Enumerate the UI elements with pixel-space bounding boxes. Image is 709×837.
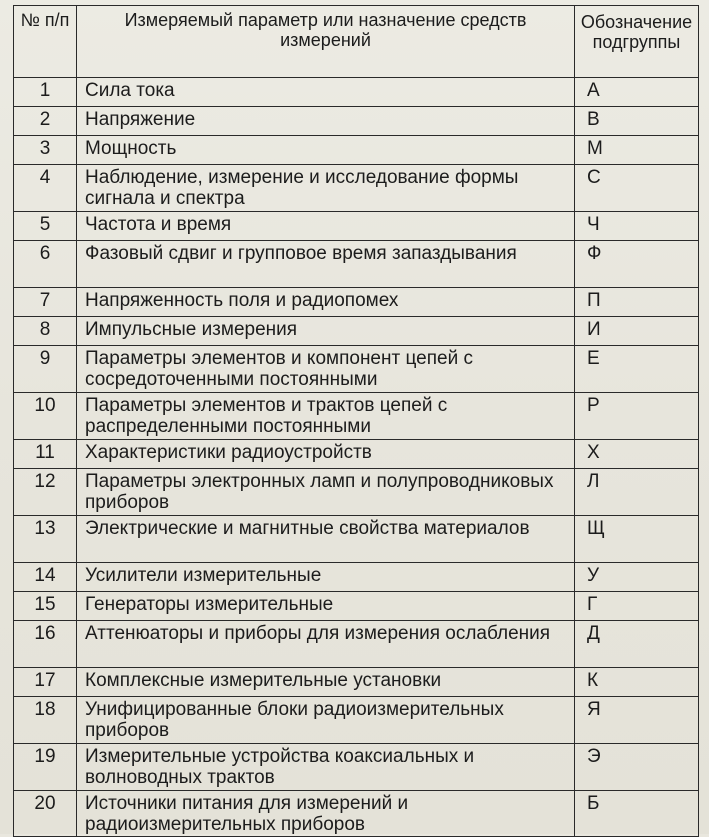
table-row xyxy=(14,697,699,744)
row-parameter: Параметры элементов и трактов цепей с распределенными постоянными xyxy=(77,393,575,440)
table-row xyxy=(14,346,699,393)
subgroup-table xyxy=(13,5,699,837)
row-code: В xyxy=(575,107,699,136)
row-code: Б xyxy=(575,791,699,837)
table-row xyxy=(14,136,699,165)
row-code: Э xyxy=(575,744,699,791)
row-number: 4 xyxy=(14,165,77,212)
table-row xyxy=(14,78,699,107)
row-number: 18 xyxy=(14,697,77,744)
table-header-row xyxy=(14,6,699,78)
row-number: 7 xyxy=(14,288,77,317)
row-parameter: Напряжение xyxy=(77,107,575,136)
row-code: Щ xyxy=(575,516,699,563)
row-parameter: Импульсные измерения xyxy=(77,317,575,346)
table-row xyxy=(14,744,699,791)
table-row xyxy=(14,516,699,563)
row-number: 20 xyxy=(14,791,77,837)
row-code: Д xyxy=(575,621,699,668)
row-number: 14 xyxy=(14,563,77,592)
row-code: Ч xyxy=(575,212,699,241)
row-parameter: Сила тока xyxy=(77,78,575,107)
row-parameter: Параметры электронных ламп и полупроводниковых приборов xyxy=(77,469,575,516)
row-parameter: Генераторы измерительные xyxy=(77,592,575,621)
table-row xyxy=(14,469,699,516)
row-code: К xyxy=(575,668,699,697)
row-number: 12 xyxy=(14,469,77,516)
row-number: 1 xyxy=(14,78,77,107)
row-parameter: Характеристики радиоустройств xyxy=(77,440,575,469)
row-parameter: Фазовый сдвиг и групповое время запаздывания xyxy=(77,241,575,288)
row-parameter: Унифицированные блоки радиоизмерительных приборов xyxy=(77,697,575,744)
row-parameter: Напряженность поля и радиопомех xyxy=(77,288,575,317)
row-number: 9 xyxy=(14,346,77,393)
row-code: Е xyxy=(575,346,699,393)
table-row xyxy=(14,317,699,346)
row-code: Х xyxy=(575,440,699,469)
row-number: 5 xyxy=(14,212,77,241)
row-code: Г xyxy=(575,592,699,621)
header-number: № п/п xyxy=(14,6,77,78)
row-code: М xyxy=(575,136,699,165)
row-parameter: Частота и время xyxy=(77,212,575,241)
table-row xyxy=(14,668,699,697)
table-row xyxy=(14,563,699,592)
table-row xyxy=(14,165,699,212)
row-code: А xyxy=(575,78,699,107)
table-row xyxy=(14,241,699,288)
row-number: 13 xyxy=(14,516,77,563)
row-parameter: Электрические и магнитные свойства материалов xyxy=(77,516,575,563)
row-number: 10 xyxy=(14,393,77,440)
row-code: Я xyxy=(575,697,699,744)
table-row xyxy=(14,393,699,440)
row-parameter: Измерительные устройства коаксиальных и волноводных трактов xyxy=(77,744,575,791)
header-parameter: Измеряемый параметр или назначение средств измерений xyxy=(77,6,575,78)
row-code: Ф xyxy=(575,241,699,288)
row-code: У xyxy=(575,563,699,592)
row-number: 19 xyxy=(14,744,77,791)
row-parameter: Мощность xyxy=(77,136,575,165)
table-row xyxy=(14,440,699,469)
header-subgroup-code: Обозначение подгруппы xyxy=(575,6,699,78)
row-number: 8 xyxy=(14,317,77,346)
row-code: С xyxy=(575,165,699,212)
row-code: П xyxy=(575,288,699,317)
row-number: 2 xyxy=(14,107,77,136)
table-row xyxy=(14,621,699,668)
row-parameter: Усилители измерительные xyxy=(77,563,575,592)
row-code: Р xyxy=(575,393,699,440)
row-parameter: Аттенюаторы и приборы для измерения ослабления xyxy=(77,621,575,668)
table-row xyxy=(14,592,699,621)
row-parameter: Параметры элементов и компонент цепей с сосредоточенными постоянными xyxy=(77,346,575,393)
row-parameter: Наблюдение, измерение и исследование формы сигнала и спектра xyxy=(77,165,575,212)
row-number: 15 xyxy=(14,592,77,621)
row-parameter: Комплексные измерительные установки xyxy=(77,668,575,697)
row-number: 17 xyxy=(14,668,77,697)
row-code: Л xyxy=(575,469,699,516)
row-number: 11 xyxy=(14,440,77,469)
row-code: И xyxy=(575,317,699,346)
row-parameter: Источники питания для измерений и радиоизмерительных приборов xyxy=(77,791,575,837)
table-row xyxy=(14,288,699,317)
row-number: 6 xyxy=(14,241,77,288)
row-number: 16 xyxy=(14,621,77,668)
row-number: 3 xyxy=(14,136,77,165)
table-row xyxy=(14,107,699,136)
table-row xyxy=(14,791,699,837)
table-row xyxy=(14,212,699,241)
